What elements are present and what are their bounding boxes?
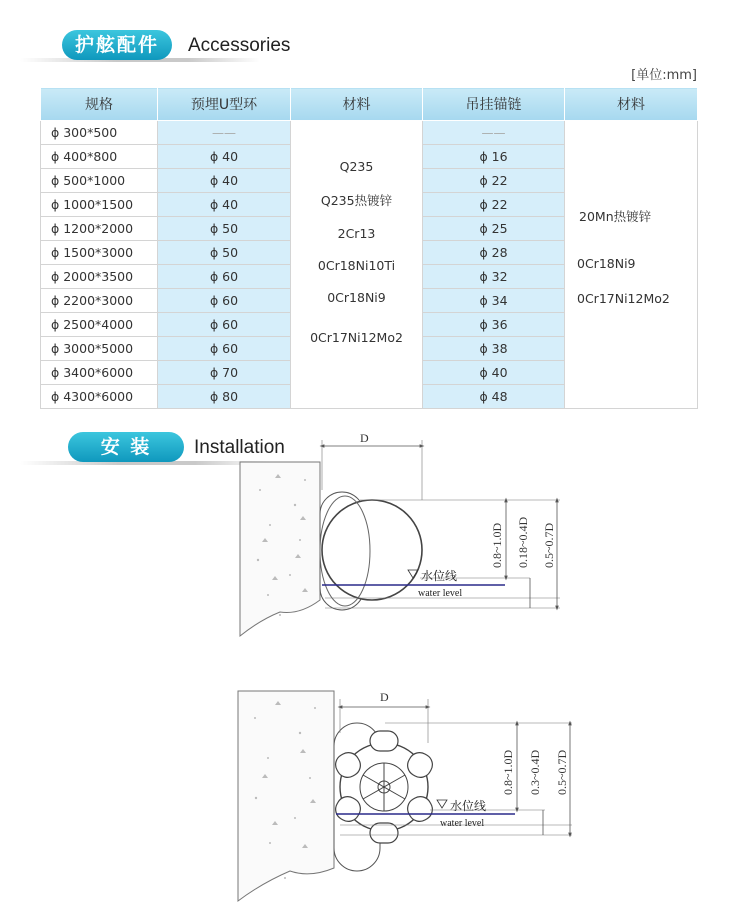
- cell-size: ϕ 500*1000: [41, 169, 158, 193]
- u-ring-material: Q235: [339, 159, 374, 174]
- installation-title-cn: 安 装: [68, 432, 184, 462]
- cell-size: ϕ 400*800: [41, 145, 158, 169]
- cell-chain: ϕ 34: [423, 289, 565, 313]
- cell-u-ring: ϕ 40: [158, 145, 291, 169]
- diagram1-water-en: water level: [418, 588, 463, 599]
- cell-size: ϕ 1000*1500: [41, 193, 158, 217]
- cell-size: ϕ 4300*6000: [41, 385, 158, 409]
- u-ring-material: Q235热镀锌: [320, 193, 393, 208]
- cell-u-ring: ϕ 50: [158, 241, 291, 265]
- cell-u-ring: ϕ 60: [158, 313, 291, 337]
- installation-title-en: Installation: [194, 437, 285, 458]
- diagram1-dim-3: 0.5~0.7D: [542, 522, 556, 568]
- cell-size: ϕ 1200*2000: [41, 217, 158, 241]
- installation-diagram-wheel: [0, 683, 735, 903]
- cell-size: ϕ 1500*3000: [41, 241, 158, 265]
- cell-chain: ϕ 38: [423, 337, 565, 361]
- cell-u-ring: ϕ 60: [158, 337, 291, 361]
- diagram2-dim-3: 0.5~0.7D: [555, 749, 569, 795]
- diagram2-dim-1: 0.8~1.0D: [501, 749, 515, 795]
- diagram1-d-label: D: [360, 431, 369, 445]
- header-chain: 吊挂锚链: [423, 88, 565, 121]
- accessories-title-en: Accessories: [188, 35, 291, 56]
- cell-chain: ϕ 40: [423, 361, 565, 385]
- cell-chain: ϕ 36: [423, 313, 565, 337]
- cell-size: ϕ 2000*3500: [41, 265, 158, 289]
- u-ring-material: 0Cr17Ni12Mo2: [310, 330, 403, 345]
- cell-chain: ϕ 25: [423, 217, 565, 241]
- u-ring-material-cell: [291, 121, 423, 409]
- cell-u-ring: ϕ 60: [158, 289, 291, 313]
- cell-size: ϕ 3000*5000: [41, 337, 158, 361]
- accessories-title-cn: 护舷配件: [62, 30, 172, 60]
- diagram2-water-en: water level: [440, 818, 485, 829]
- cell-u-ring: ϕ 50: [158, 217, 291, 241]
- diagram2-dim-2: 0.3~0.4D: [528, 749, 542, 795]
- installation-diagram-cylindrical: [0, 430, 735, 640]
- cell-size: ϕ 300*500: [41, 121, 158, 145]
- chain-material: 20Mn热镀锌: [579, 209, 652, 224]
- table-header-row: [41, 88, 698, 121]
- header-size: 规格: [41, 88, 158, 121]
- header-u-ring-material: 材料: [291, 88, 423, 121]
- cell-chain: ϕ 28: [423, 241, 565, 265]
- chain-material: 0Cr18Ni9: [577, 256, 636, 271]
- cell-u-ring: ϕ 70: [158, 361, 291, 385]
- cell-u-ring: ϕ 60: [158, 265, 291, 289]
- cell-u-ring: ——: [158, 121, 291, 145]
- unit-label: [单位:mm]: [631, 68, 697, 83]
- u-ring-material: 2Cr13: [337, 226, 376, 241]
- cell-u-ring: ϕ 40: [158, 193, 291, 217]
- cell-size: ϕ 2200*3000: [41, 289, 158, 313]
- cell-chain: ϕ 16: [423, 145, 565, 169]
- cell-chain: ——: [423, 121, 565, 145]
- diagram1-dim-2: 0.18~0.4D: [516, 516, 530, 568]
- diagram1-dim-1: 0.8~1.0D: [490, 522, 504, 568]
- cell-chain: ϕ 48: [423, 385, 565, 409]
- cell-chain: ϕ 22: [423, 169, 565, 193]
- cell-size: ϕ 2500*4000: [41, 313, 158, 337]
- diagram2-d-label: D: [380, 690, 389, 704]
- cell-u-ring: ϕ 40: [158, 169, 291, 193]
- cell-size: ϕ 3400*6000: [41, 361, 158, 385]
- u-ring-material: 0Cr18Ni10Ti: [317, 258, 396, 273]
- table-row: [41, 121, 698, 145]
- chain-material: 0Cr17Ni12Mo2: [577, 291, 670, 306]
- accessories-table: [40, 87, 698, 409]
- cell-u-ring: ϕ 80: [158, 385, 291, 409]
- u-ring-material: 0Cr18Ni9: [327, 290, 386, 305]
- cell-chain: ϕ 22: [423, 193, 565, 217]
- header-chain-material: 材料: [565, 88, 698, 121]
- diagram1-water-cn: 水位线: [421, 569, 458, 583]
- cell-chain: ϕ 32: [423, 265, 565, 289]
- diagram2-water-cn: 水位线: [450, 799, 487, 813]
- header-u-ring: 预埋U型环: [158, 88, 291, 121]
- chain-material-cell: [565, 121, 698, 409]
